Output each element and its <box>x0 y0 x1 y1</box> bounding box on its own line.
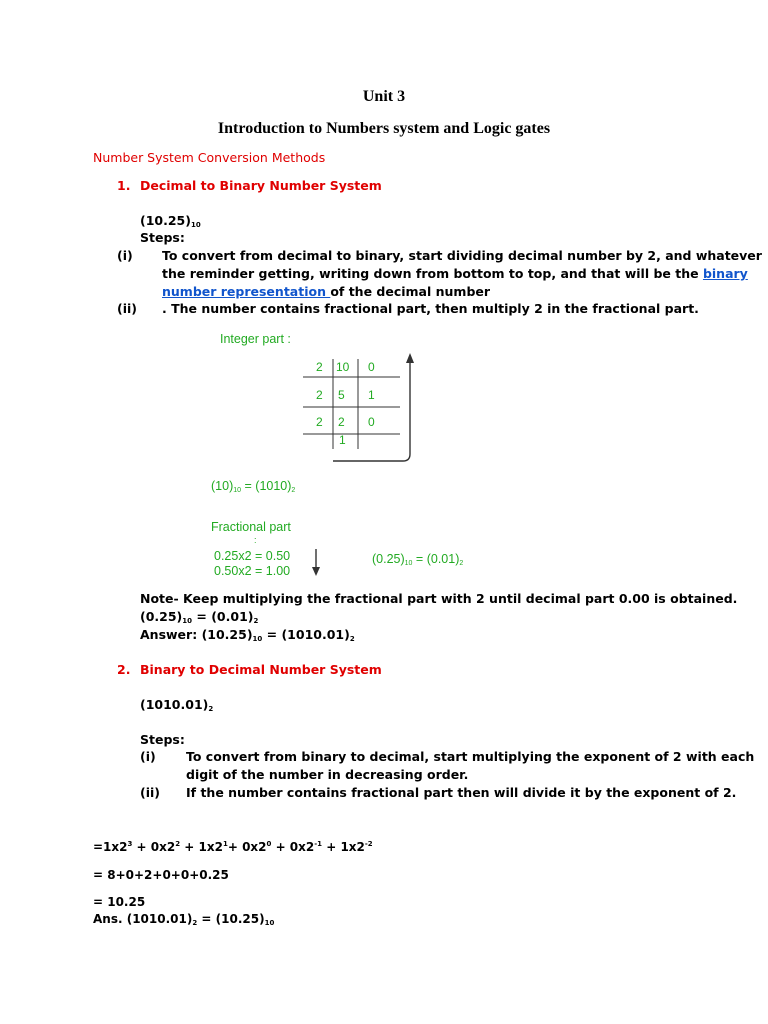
section-heading: Number System Conversion Methods <box>93 150 326 165</box>
conversion-figure <box>200 325 520 585</box>
part2-step-ii-marker: (ii) <box>140 785 160 800</box>
part1-step-i-line1: To convert from decimal to binary, start dividing decimal number by 2, and whatever <box>162 248 762 263</box>
part2-heading: Binary to Decimal Number System <box>140 662 382 677</box>
divisor-cell: 2 <box>316 415 323 429</box>
integer-part-label: Integer part : <box>220 332 291 346</box>
fractional-colon: : <box>254 535 257 545</box>
part1-step-i-line2: the reminder getting, writing down from bottom to top, and that will be the binary <box>162 266 748 281</box>
part2-steps-label: Steps: <box>140 732 185 747</box>
part2-step-i-line2: digit of the number in decreasing order. <box>186 767 469 782</box>
conversion-figure-lines <box>200 325 520 585</box>
binary-expansion: $=1x2^3 + 0x2^2 + 1x2^1+ 0x2^0 + 0x2^{-1} + 1x2^{-2}$ <box>93 840 373 854</box>
remainder-cell: 1 <box>368 388 375 402</box>
part2-step-i-marker: (i) <box>140 749 156 764</box>
final-answer: Ans. $(1010.01)_2 = (10.25)_{10}$ <box>93 912 275 927</box>
fraction-result: $(0.25)_{10} = (0.01)_2$ <box>372 552 464 567</box>
fraction-step-2: 0.50x2 = 1.00 <box>214 564 291 578</box>
part2-step-i-line1: To convert from binary to decimal, start multiplying the exponent of 2 with each <box>186 749 755 764</box>
remainder-cell: 0 <box>368 360 375 374</box>
fractional-part-label: Fractional part <box>211 520 291 534</box>
sum-line: = 8+0+2+0+0+0.25 <box>93 868 229 882</box>
fraction-step-1: 0.25x2 = 0.50 <box>214 549 291 563</box>
note-text: Note- Keep multiplying the fractional part with 2 until decimal part 0.00 is obtained. <box>140 591 738 606</box>
part1-step-i-line3: number representation of the decimal number <box>162 284 491 299</box>
binary-link[interactable]: binary <box>702 266 748 281</box>
part1-number: 1. <box>117 178 131 193</box>
dividend-cell: 1 <box>339 433 346 447</box>
part1-step-i-marker: (i) <box>117 248 133 263</box>
binary-link-continued[interactable]: number representation <box>162 284 331 299</box>
answer-line: Answer: $(10.25)_{10} = (1010.01)_2$ <box>140 627 355 643</box>
arrow-head-up-icon <box>406 353 414 363</box>
part1-step-ii-text: . The number contains fractional part, then multiply 2 in the fractional part. <box>162 301 699 316</box>
part2-step-ii-text: If the number contains fractional part then will divide it by the exponent of 2. <box>186 785 737 800</box>
integer-result: $(10)_{10} = (1010)_2$ <box>211 479 296 494</box>
part1-heading: Decimal to Binary Number System <box>140 178 382 193</box>
part1-step-ii-marker: (ii) <box>117 301 137 316</box>
dividend-cell: 5 <box>338 388 345 402</box>
part1-example: $(10.25)_{10}$ <box>140 213 201 229</box>
part2-example: $(1010.01)_2$ <box>140 697 214 713</box>
divisor-cell: 2 <box>316 360 323 374</box>
dividend-cell: 10 <box>336 360 350 374</box>
dividend-cell: 2 <box>338 415 345 429</box>
part1-steps-label: Steps: <box>140 230 185 245</box>
remainder-cell: 0 <box>368 415 375 429</box>
divisor-cell: 2 <box>316 388 323 402</box>
fraction-equation: $(0.25)_{10} = (0.01)_2$ <box>140 609 259 625</box>
page-title: Introduction to Numbers system and Logic gates <box>217 120 551 137</box>
result-line: = 10.25 <box>93 895 146 909</box>
part2-number: 2. <box>117 662 131 677</box>
arrow-head-down-icon <box>312 567 320 576</box>
unit-heading: Unit 3 <box>362 88 406 105</box>
